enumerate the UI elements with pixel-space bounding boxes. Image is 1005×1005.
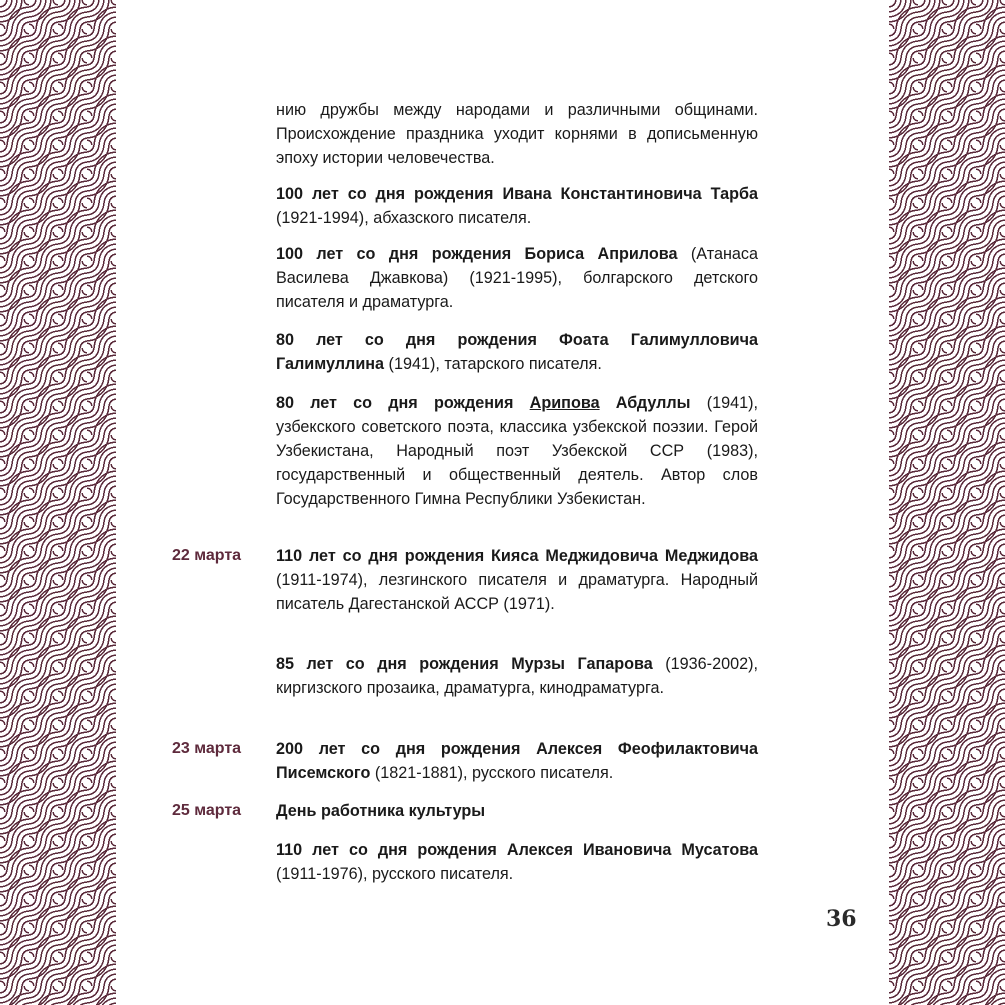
entry-text <box>276 838 758 886</box>
entry-text <box>276 544 758 616</box>
entry-text <box>276 391 758 511</box>
entry-text-part: нию дружбы между народами и различными общинами. Происхождение праздника уходит корнями в дописьменную эпоху истории человечества. <box>276 101 758 167</box>
entry-text-part: (1936-2002), киргизского прозаика, драматурга, кинодраматурга. <box>276 655 758 697</box>
entry-text-part: (1921-1994), абхазского писателя. <box>276 209 532 227</box>
entry-title: 100 лет со дня рождения Ивана Константиновича Тарба <box>276 185 758 203</box>
ornament-border-right <box>889 0 1005 1005</box>
entry-text <box>276 182 758 230</box>
page-number: 36 <box>826 906 857 932</box>
entry-title: Абдуллы <box>599 394 691 412</box>
entry-text-part: (1911-1976), русского писателя. <box>276 865 514 883</box>
entry-text <box>276 98 758 170</box>
entry-text-part: (1941), татарского писателя. <box>384 355 602 373</box>
entry-text <box>276 242 758 314</box>
entry-text-part: (1911-1974), лезгинского писателя и драматурга. Народный писатель Дагестанской АССР (1971). <box>276 571 758 613</box>
entry-title: 100 лет со дня рождения Бориса Априлова <box>276 245 678 263</box>
entry-title: 85 лет со дня рождения Мурзы Гапарова <box>276 655 653 673</box>
entry-title: 110 лет со дня рождения Алексея Ивановича Мусатова <box>276 841 758 859</box>
entry-title-link: Арипова <box>529 394 600 412</box>
entry-text <box>276 652 758 700</box>
entry-title: 80 лет со дня рождения <box>276 394 530 412</box>
entry-date: 22 марта <box>172 547 242 564</box>
entry-text <box>276 799 758 823</box>
entry-title-underlined <box>530 394 600 412</box>
entry-title: 110 лет со дня рождения Кияса Меджидовича Меджидова <box>276 547 758 565</box>
entry-date: 23 марта <box>172 740 242 757</box>
entry-text <box>276 328 758 376</box>
ornament-border-left <box>0 0 116 1005</box>
entry-text-part: (1821-1881), русского писателя. <box>370 764 614 782</box>
entry-text-part: (1941), узбекского советского поэта, классика узбекской поэзии. Герой Узбекистана, Народный поэт Узбекской ССР (1983), государственный и общественный деятель. Автор слов Государственного Гимна Республики Узбекистан. <box>276 394 758 508</box>
entry-title: 80 лет со дня рождения Фоата Галимулловича Галимуллина <box>276 331 758 373</box>
entry-title: День работника культуры <box>276 802 486 820</box>
entry-text <box>276 737 758 785</box>
entry-date: 25 марта <box>172 802 242 819</box>
entry-title: 200 лет со дня рождения Алексея Феофилактовича Писемского <box>276 740 758 782</box>
entry-text-part: (Атанаса Василева Джавкова) (1921-1995), болгарского детского писателя и драматурга. <box>276 245 758 311</box>
